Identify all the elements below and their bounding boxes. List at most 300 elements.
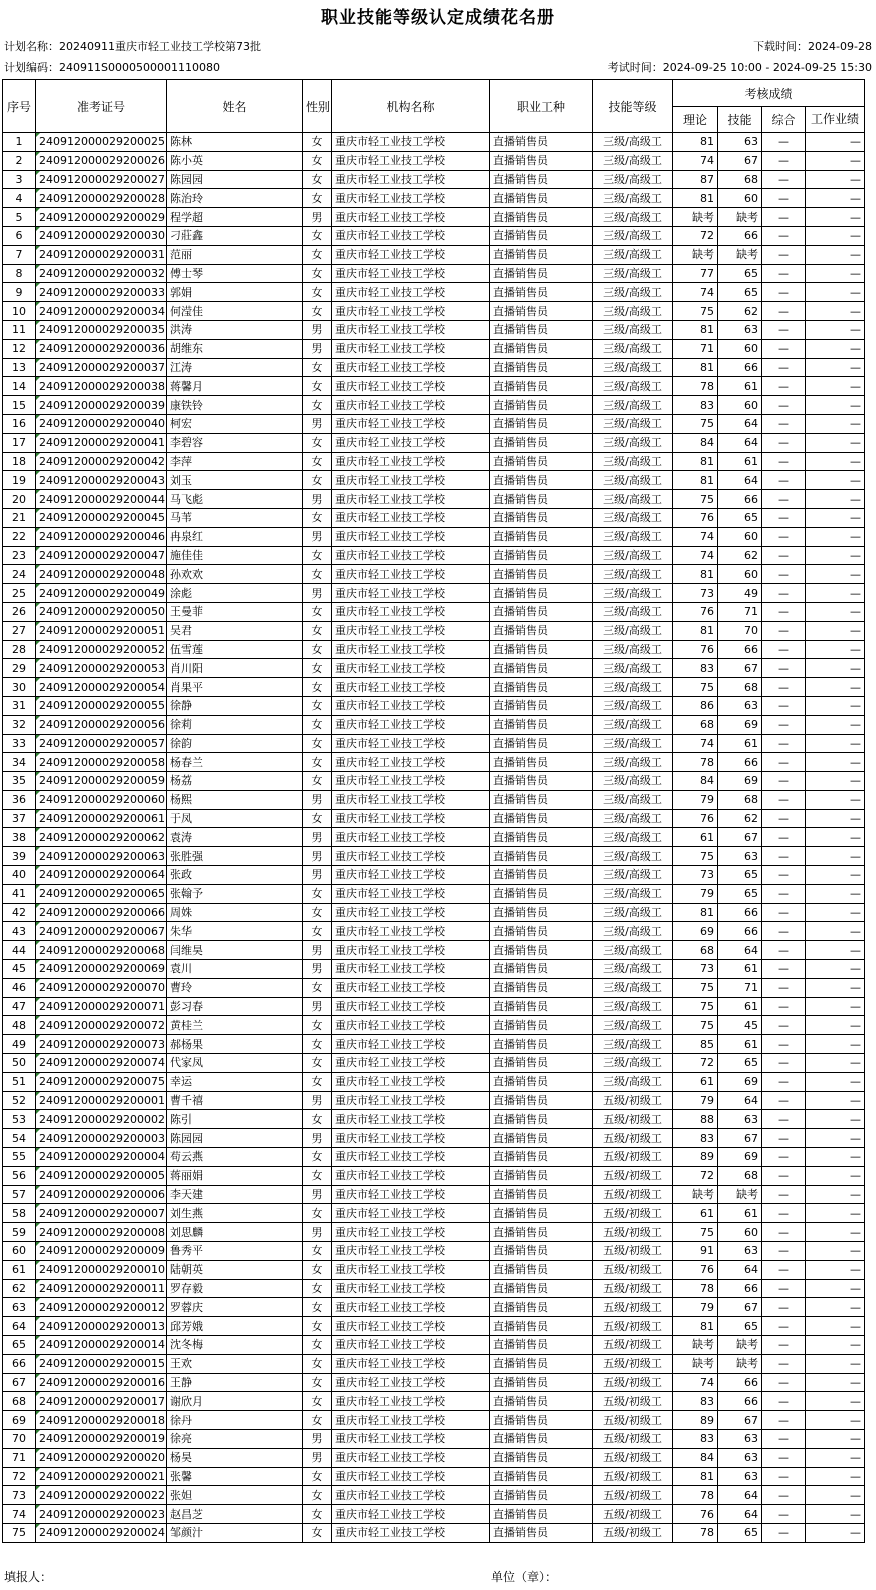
row-work: —: [806, 1166, 865, 1185]
row-work: —: [806, 1260, 865, 1279]
row-name: 张政: [167, 866, 303, 885]
row-work: —: [806, 170, 865, 189]
row-name: 张胜强: [167, 847, 303, 866]
row-org: 重庆市轻工业技工学校: [332, 1035, 490, 1054]
row-ticket: 240912000029200063: [36, 847, 167, 866]
row-org: 重庆市轻工业技工学校: [332, 809, 490, 828]
header-skill: 技能: [718, 107, 762, 133]
row-job: 直播销售员: [490, 1054, 593, 1073]
row-ticket: 240912000029200020: [36, 1448, 167, 1467]
row-level: 三级/高级工: [593, 490, 673, 509]
row-seq: 22: [3, 527, 36, 546]
row-overall: —: [762, 1373, 806, 1392]
row-org: 重庆市轻工业技工学校: [332, 508, 490, 527]
row-level: 五级/初级工: [593, 1091, 673, 1110]
table-row: [3, 1298, 865, 1317]
row-seq: 4: [3, 189, 36, 208]
table-row: [3, 884, 865, 903]
row-name: 陈园园: [167, 170, 303, 189]
row-theory: 76: [673, 602, 718, 621]
row-seq: 34: [3, 753, 36, 772]
row-work: —: [806, 866, 865, 885]
row-job: 直播销售员: [490, 1185, 593, 1204]
row-gender: 男: [303, 339, 332, 358]
row-ticket: 240912000029200001: [36, 1091, 167, 1110]
row-org: 重庆市轻工业技工学校: [332, 1486, 490, 1505]
table-row: [3, 847, 865, 866]
row-org: 重庆市轻工业技工学校: [332, 151, 490, 170]
row-gender: 男: [303, 1091, 332, 1110]
row-ticket: 240912000029200042: [36, 452, 167, 471]
table-row: [3, 358, 865, 377]
row-theory: 79: [673, 884, 718, 903]
row-level: 五级/初级工: [593, 1505, 673, 1524]
row-work: —: [806, 960, 865, 979]
row-seq: 30: [3, 678, 36, 697]
row-org: 重庆市轻工业技工学校: [332, 1148, 490, 1167]
row-skill: 66: [718, 1373, 762, 1392]
row-skill: 69: [718, 772, 762, 791]
row-seq: 46: [3, 978, 36, 997]
row-seq: 29: [3, 659, 36, 678]
row-org: 重庆市轻工业技工学校: [332, 1016, 490, 1035]
row-skill: 67: [718, 1129, 762, 1148]
row-level: 三级/高级工: [593, 471, 673, 490]
row-work: —: [806, 903, 865, 922]
table-row: [3, 960, 865, 979]
row-job: 直播销售员: [490, 584, 593, 603]
row-org: 重庆市轻工业技工学校: [332, 245, 490, 264]
row-overall: —: [762, 1429, 806, 1448]
row-ticket: 240912000029200067: [36, 922, 167, 941]
table-row: [3, 1204, 865, 1223]
row-gender: 女: [303, 1016, 332, 1035]
row-seq: 9: [3, 283, 36, 302]
row-ticket: 240912000029200026: [36, 151, 167, 170]
row-seq: 19: [3, 471, 36, 490]
row-level: 三级/高级工: [593, 433, 673, 452]
row-skill: 65: [718, 283, 762, 302]
row-job: 直播销售员: [490, 1110, 593, 1129]
row-level: 三级/高级工: [593, 546, 673, 565]
row-skill: 64: [718, 433, 762, 452]
row-seq: 65: [3, 1336, 36, 1355]
row-level: 三级/高级工: [593, 1072, 673, 1091]
row-gender: 女: [303, 1166, 332, 1185]
table-row: [3, 508, 865, 527]
row-work: —: [806, 790, 865, 809]
row-overall: —: [762, 1317, 806, 1336]
row-org: 重庆市轻工业技工学校: [332, 189, 490, 208]
row-work: —: [806, 1486, 865, 1505]
row-skill: 66: [718, 226, 762, 245]
table-row: [3, 640, 865, 659]
row-level: 三级/高级工: [593, 189, 673, 208]
row-level: 五级/初级工: [593, 1204, 673, 1223]
row-skill: 65: [718, 508, 762, 527]
row-overall: —: [762, 264, 806, 283]
row-org: 重庆市轻工业技工学校: [332, 922, 490, 941]
table-row: [3, 1354, 865, 1373]
table-row: [3, 941, 865, 960]
row-job: 直播销售员: [490, 1279, 593, 1298]
row-skill: 67: [718, 828, 762, 847]
row-overall: —: [762, 565, 806, 584]
table-row: [3, 302, 865, 321]
row-overall: —: [762, 602, 806, 621]
row-theory: 88: [673, 1110, 718, 1129]
row-org: 重庆市轻工业技工学校: [332, 1392, 490, 1411]
row-overall: —: [762, 1166, 806, 1185]
row-ticket: 240912000029200052: [36, 640, 167, 659]
row-overall: —: [762, 678, 806, 697]
row-ticket: 240912000029200022: [36, 1486, 167, 1505]
row-ticket: 240912000029200068: [36, 941, 167, 960]
row-theory: 61: [673, 1072, 718, 1091]
row-seq: 15: [3, 396, 36, 415]
table-row: [3, 809, 865, 828]
row-seq: 24: [3, 565, 36, 584]
row-name: 徐莉: [167, 715, 303, 734]
row-name: 王静: [167, 1373, 303, 1392]
row-org: 重庆市轻工业技工学校: [332, 264, 490, 283]
row-seq: 5: [3, 208, 36, 227]
row-org: 重庆市轻工业技工学校: [332, 621, 490, 640]
row-work: —: [806, 678, 865, 697]
row-gender: 女: [303, 734, 332, 753]
row-level: 三级/高级工: [593, 527, 673, 546]
row-level: 五级/初级工: [593, 1110, 673, 1129]
row-overall: —: [762, 997, 806, 1016]
table-row: [3, 264, 865, 283]
download-time: 下载时间：2024-09-28: [753, 40, 872, 53]
row-work: —: [806, 527, 865, 546]
header-job: 职业工种: [490, 80, 593, 133]
row-job: 直播销售员: [490, 960, 593, 979]
row-theory: 76: [673, 1505, 718, 1524]
row-name: 罗蓉庆: [167, 1298, 303, 1317]
row-skill: 60: [718, 565, 762, 584]
row-level: 三级/高级工: [593, 960, 673, 979]
row-name: 孙欢欢: [167, 565, 303, 584]
row-level: 三级/高级工: [593, 452, 673, 471]
row-work: —: [806, 1336, 865, 1355]
table-row: [3, 546, 865, 565]
row-overall: —: [762, 1448, 806, 1467]
row-seq: 74: [3, 1505, 36, 1524]
roster-table: [2, 79, 865, 1543]
row-overall: —: [762, 170, 806, 189]
row-org: 重庆市轻工业技工学校: [332, 1523, 490, 1542]
row-ticket: 240912000029200041: [36, 433, 167, 452]
row-org: 重庆市轻工业技工学校: [332, 978, 490, 997]
row-theory: 74: [673, 546, 718, 565]
row-ticket: 240912000029200056: [36, 715, 167, 734]
row-level: 三级/高级工: [593, 753, 673, 772]
row-org: 重庆市轻工业技工学校: [332, 715, 490, 734]
row-overall: —: [762, 884, 806, 903]
row-level: 三级/高级工: [593, 884, 673, 903]
row-theory: 缺考: [673, 208, 718, 227]
row-gender: 男: [303, 960, 332, 979]
row-job: 直播销售员: [490, 847, 593, 866]
row-theory: 73: [673, 866, 718, 885]
row-name: 郝杨果: [167, 1035, 303, 1054]
row-org: 重庆市轻工业技工学校: [332, 170, 490, 189]
row-skill: 49: [718, 584, 762, 603]
row-job: 直播销售员: [490, 866, 593, 885]
row-gender: 女: [303, 471, 332, 490]
row-seq: 61: [3, 1260, 36, 1279]
row-ticket: 240912000029200057: [36, 734, 167, 753]
row-name: 江涛: [167, 358, 303, 377]
row-skill: 70: [718, 621, 762, 640]
row-job: 直播销售员: [490, 320, 593, 339]
table-row: [3, 997, 865, 1016]
row-seq: 58: [3, 1204, 36, 1223]
row-job: 直播销售员: [490, 659, 593, 678]
row-name: 刘思麟: [167, 1223, 303, 1242]
table-row: [3, 245, 865, 264]
table-row: [3, 1448, 865, 1467]
row-theory: 61: [673, 828, 718, 847]
row-theory: 76: [673, 809, 718, 828]
row-theory: 89: [673, 1411, 718, 1430]
table-row: [3, 452, 865, 471]
table-row: [3, 1373, 865, 1392]
row-skill: 61: [718, 960, 762, 979]
row-skill: 63: [718, 320, 762, 339]
row-seq: 13: [3, 358, 36, 377]
row-seq: 68: [3, 1392, 36, 1411]
row-level: 三级/高级工: [593, 584, 673, 603]
row-name: 赵昌芝: [167, 1505, 303, 1524]
row-theory: 缺考: [673, 1354, 718, 1373]
row-skill: 66: [718, 903, 762, 922]
table-row: [3, 490, 865, 509]
row-job: 直播销售员: [490, 884, 593, 903]
header-name: 姓名: [167, 80, 303, 133]
row-skill: 缺考: [718, 1336, 762, 1355]
row-theory: 79: [673, 1298, 718, 1317]
row-skill: 65: [718, 884, 762, 903]
row-theory: 75: [673, 490, 718, 509]
row-skill: 65: [718, 264, 762, 283]
row-overall: —: [762, 302, 806, 321]
row-skill: 64: [718, 471, 762, 490]
row-level: 五级/初级工: [593, 1467, 673, 1486]
row-gender: 女: [303, 1392, 332, 1411]
row-seq: 20: [3, 490, 36, 509]
row-skill: 71: [718, 602, 762, 621]
header-overall: 综合: [762, 107, 806, 133]
row-work: —: [806, 1298, 865, 1317]
row-seq: 72: [3, 1467, 36, 1486]
row-overall: —: [762, 1110, 806, 1129]
row-work: —: [806, 753, 865, 772]
table-row: [3, 696, 865, 715]
row-level: 五级/初级工: [593, 1523, 673, 1542]
table-row: [3, 1148, 865, 1167]
table-row: [3, 283, 865, 302]
row-org: 重庆市轻工业技工学校: [332, 1110, 490, 1129]
row-seq: 64: [3, 1317, 36, 1336]
row-seq: 60: [3, 1242, 36, 1261]
row-theory: 81: [673, 471, 718, 490]
row-ticket: 240912000029200065: [36, 884, 167, 903]
row-theory: 78: [673, 1486, 718, 1505]
header-theory: 理论: [673, 107, 718, 133]
row-job: 直播销售员: [490, 997, 593, 1016]
row-gender: 女: [303, 1260, 332, 1279]
row-work: —: [806, 490, 865, 509]
row-seq: 18: [3, 452, 36, 471]
row-gender: 男: [303, 1223, 332, 1242]
row-work: —: [806, 659, 865, 678]
row-gender: 女: [303, 396, 332, 415]
row-name: 徐韵: [167, 734, 303, 753]
row-job: 直播销售员: [490, 358, 593, 377]
row-overall: —: [762, 978, 806, 997]
row-ticket: 240912000029200029: [36, 208, 167, 227]
row-name: 胡维东: [167, 339, 303, 358]
row-level: 三级/高级工: [593, 922, 673, 941]
row-level: 三级/高级工: [593, 696, 673, 715]
row-seq: 50: [3, 1054, 36, 1073]
row-job: 直播销售员: [490, 1204, 593, 1223]
row-theory: 75: [673, 414, 718, 433]
table-row: [3, 678, 865, 697]
row-gender: 女: [303, 358, 332, 377]
row-overall: —: [762, 1091, 806, 1110]
table-row: [3, 1166, 865, 1185]
row-skill: 62: [718, 809, 762, 828]
row-theory: 83: [673, 1129, 718, 1148]
row-level: 三级/高级工: [593, 941, 673, 960]
row-work: —: [806, 640, 865, 659]
row-job: 直播销售员: [490, 1523, 593, 1542]
row-skill: 68: [718, 170, 762, 189]
row-work: —: [806, 189, 865, 208]
row-work: —: [806, 1392, 865, 1411]
row-seq: 56: [3, 1166, 36, 1185]
row-theory: 75: [673, 1223, 718, 1242]
row-seq: 33: [3, 734, 36, 753]
row-theory: 72: [673, 1166, 718, 1185]
row-work: —: [806, 696, 865, 715]
row-job: 直播销售员: [490, 508, 593, 527]
row-level: 三级/高级工: [593, 640, 673, 659]
table-row: [3, 659, 865, 678]
row-theory: 81: [673, 1317, 718, 1336]
row-gender: 女: [303, 809, 332, 828]
row-gender: 男: [303, 1448, 332, 1467]
row-work: —: [806, 1448, 865, 1467]
row-overall: —: [762, 1260, 806, 1279]
row-org: 重庆市轻工业技工学校: [332, 1505, 490, 1524]
row-name: 李天建: [167, 1185, 303, 1204]
row-seq: 25: [3, 584, 36, 603]
row-gender: 男: [303, 941, 332, 960]
row-seq: 49: [3, 1035, 36, 1054]
row-ticket: 240912000029200045: [36, 508, 167, 527]
row-seq: 16: [3, 414, 36, 433]
row-level: 五级/初级工: [593, 1223, 673, 1242]
table-row: [3, 1054, 865, 1073]
row-ticket: 240912000029200028: [36, 189, 167, 208]
row-org: 重庆市轻工业技工学校: [332, 1411, 490, 1430]
row-gender: 女: [303, 189, 332, 208]
row-work: —: [806, 1523, 865, 1542]
row-name: 曹千禧: [167, 1091, 303, 1110]
row-work: —: [806, 1467, 865, 1486]
row-level: 三级/高级工: [593, 828, 673, 847]
row-ticket: 240912000029200060: [36, 790, 167, 809]
row-org: 重庆市轻工业技工学校: [332, 941, 490, 960]
row-level: 五级/初级工: [593, 1148, 673, 1167]
row-level: 五级/初级工: [593, 1298, 673, 1317]
row-overall: —: [762, 1054, 806, 1073]
row-org: 重庆市轻工业技工学校: [332, 302, 490, 321]
row-ticket: 240912000029200019: [36, 1429, 167, 1448]
row-seq: 62: [3, 1279, 36, 1298]
row-work: —: [806, 809, 865, 828]
row-job: 直播销售员: [490, 621, 593, 640]
row-overall: —: [762, 828, 806, 847]
row-gender: 女: [303, 1242, 332, 1261]
row-job: 直播销售员: [490, 151, 593, 170]
row-org: 重庆市轻工业技工学校: [332, 208, 490, 227]
row-seq: 40: [3, 866, 36, 885]
row-seq: 48: [3, 1016, 36, 1035]
row-gender: 女: [303, 1035, 332, 1054]
row-level: 三级/高级工: [593, 678, 673, 697]
row-name: 刘玉: [167, 471, 303, 490]
row-skill: 45: [718, 1016, 762, 1035]
row-org: 重庆市轻工业技工学校: [332, 1054, 490, 1073]
row-job: 直播销售员: [490, 527, 593, 546]
row-gender: 女: [303, 1523, 332, 1542]
row-overall: —: [762, 1129, 806, 1148]
row-org: 重庆市轻工业技工学校: [332, 1204, 490, 1223]
row-org: 重庆市轻工业技工学校: [332, 1336, 490, 1355]
row-job: 直播销售员: [490, 1242, 593, 1261]
row-job: 直播销售员: [490, 189, 593, 208]
row-theory: 83: [673, 659, 718, 678]
row-seq: 7: [3, 245, 36, 264]
row-name: 鲁秀平: [167, 1242, 303, 1261]
row-seq: 1: [3, 133, 36, 152]
table-row: [3, 1110, 865, 1129]
row-overall: —: [762, 1467, 806, 1486]
row-gender: 女: [303, 283, 332, 302]
row-work: —: [806, 715, 865, 734]
table-row: [3, 903, 865, 922]
row-gender: 女: [303, 1072, 332, 1091]
row-work: —: [806, 452, 865, 471]
row-gender: 女: [303, 903, 332, 922]
row-theory: 83: [673, 1429, 718, 1448]
table-row: [3, 772, 865, 791]
row-name: 蒋丽娟: [167, 1166, 303, 1185]
row-overall: —: [762, 208, 806, 227]
row-work: —: [806, 133, 865, 152]
row-job: 直播销售员: [490, 1448, 593, 1467]
row-job: 直播销售员: [490, 433, 593, 452]
row-org: 重庆市轻工业技工学校: [332, 1373, 490, 1392]
row-org: 重庆市轻工业技工学校: [332, 1260, 490, 1279]
row-ticket: 240912000029200011: [36, 1279, 167, 1298]
